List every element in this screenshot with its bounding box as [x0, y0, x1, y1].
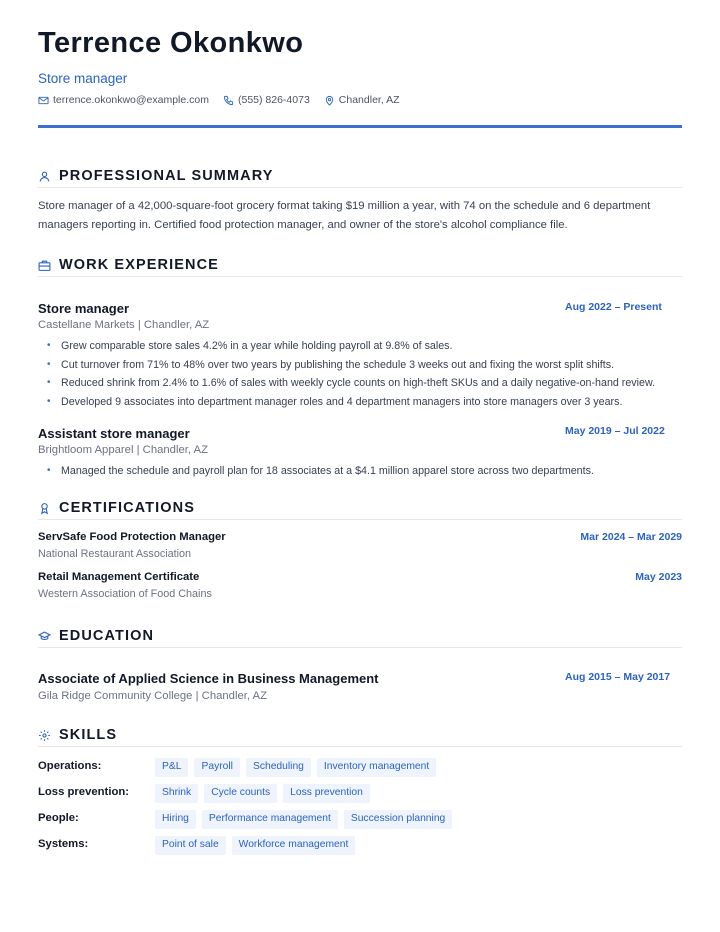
skill-chip: Performance management — [202, 810, 338, 829]
phone-icon — [223, 95, 234, 106]
email-text: terrence.okonkwo@example.com — [53, 94, 209, 106]
skill-group — [38, 786, 682, 808]
education-dates: Aug 2015 – May 2017 — [565, 671, 671, 683]
degree-title: Associate of Applied Science in Business Management — [38, 671, 379, 686]
section-education-header — [38, 625, 682, 648]
cert-issuer: Western Association of Food Chains — [38, 588, 212, 600]
job-company: Castellane Markets | Chandler, AZ — [38, 319, 210, 331]
skill-group-label: Systems: — [38, 838, 89, 850]
section-experience-header — [38, 254, 682, 277]
skill-chip: Inventory management — [317, 758, 436, 777]
skill-chip: Workforce management — [232, 836, 356, 855]
skill-group — [38, 838, 682, 860]
user-icon — [38, 170, 51, 183]
graduation-cap-icon — [38, 630, 51, 643]
skill-group — [38, 812, 682, 834]
summary-text: Store manager of a 42,000-square-foot grocery format taking $19 million a year, with 74 on the schedule and 6 department managers reporting in. Certified food protection manager, and owner of the store's alcohol compliance file. — [38, 200, 651, 231]
skill-chip: Payroll — [194, 758, 239, 777]
briefcase-icon — [38, 259, 51, 272]
cert-dates: May 2023 — [635, 571, 682, 583]
job-dates: Aug 2022 – Present — [565, 301, 662, 313]
cert-name: Retail Management Certificate — [38, 571, 200, 583]
skill-group — [38, 760, 682, 782]
job-bullets — [38, 337, 688, 411]
gear-icon — [38, 729, 51, 742]
skill-chip: Cycle counts — [204, 784, 277, 803]
bullet-item: • Cut turnover from 71% to 48% over two years by publishing the schedule 3 weeks out and fixing the worst split shifts. — [38, 356, 688, 375]
section-skills-header — [38, 724, 682, 747]
skill-chips — [155, 784, 376, 803]
bullet-item: • Grew comparable store sales 4.2% in a year while holding payroll at 9.8% of sales. — [38, 337, 688, 356]
cert-dates: Mar 2024 – Mar 2029 — [580, 531, 682, 543]
section-title: PROFESSIONAL SUMMARY — [59, 168, 274, 184]
section-title: SKILLS — [59, 727, 118, 743]
contact-email[interactable] — [38, 94, 209, 106]
skill-chip: P&L — [155, 758, 188, 777]
skill-group-label: Loss prevention: — [38, 786, 130, 798]
section-certifications-header — [38, 497, 682, 520]
skill-chip: Hiring — [155, 810, 196, 829]
job-title: Assistant store manager — [38, 426, 190, 441]
candidate-name: Terrence Okonkwo — [38, 27, 304, 59]
school-name: Gila Ridge Community College | Chandler, AZ — [38, 690, 267, 702]
skill-chip: Loss prevention — [283, 784, 370, 803]
skill-chip: Shrink — [155, 784, 198, 803]
bullet-item: • Developed 9 associates into department manager roles and 4 department managers into store managers over 3 years. — [38, 393, 688, 412]
phone-text: (555) 826-4073 — [237, 94, 310, 106]
location-text: Chandler, AZ — [338, 94, 400, 106]
contact-location — [324, 94, 400, 106]
candidate-role: Store manager — [38, 71, 128, 86]
job-bullets — [38, 462, 688, 481]
bullet-item: • Reduced shrink from 2.4% to 1.6% of sales with weekly cycle counts on high-theft SKUs and a daily negative-on-hand review. — [38, 374, 688, 393]
cert-name: ServSafe Food Protection Manager — [38, 531, 226, 543]
section-title: EDUCATION — [59, 628, 155, 644]
skill-chips — [155, 810, 458, 829]
contact-bar — [38, 94, 414, 106]
award-icon — [38, 502, 51, 515]
section-title: CERTIFICATIONS — [59, 500, 195, 516]
header-divider — [38, 125, 682, 128]
skill-chip: Succession planning — [344, 810, 452, 829]
job-dates: May 2019 – Jul 2022 — [565, 425, 665, 437]
bullet-item: • Managed the schedule and payroll plan for 18 associates at a $4.1 million apparel store across two departments. — [38, 462, 688, 481]
map-pin-icon — [324, 95, 335, 106]
cert-issuer: National Restaurant Association — [38, 548, 192, 560]
section-summary-header — [38, 165, 682, 188]
section-title: WORK EXPERIENCE — [59, 257, 219, 273]
skill-group-label: People: — [38, 812, 79, 824]
skill-chip: Point of sale — [155, 836, 226, 855]
job-title: Store manager — [38, 301, 130, 316]
contact-phone[interactable] — [223, 94, 310, 106]
mail-icon — [38, 95, 49, 106]
skill-chip: Scheduling — [246, 758, 311, 777]
skill-chips — [155, 836, 361, 855]
job-company: Brightloom Apparel | Chandler, AZ — [38, 444, 208, 456]
skill-chips — [155, 758, 442, 777]
skill-group-label: Operations: — [38, 760, 102, 772]
